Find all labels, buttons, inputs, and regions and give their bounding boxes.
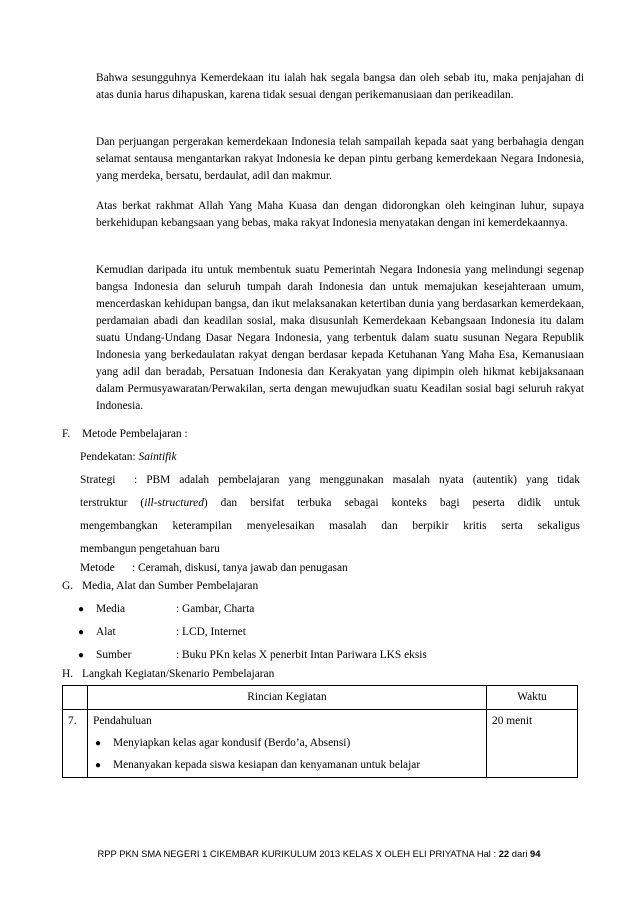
preamble-paragraph-1: Bahwa sesungguhnya Kemerdekaan itu ialah hak segala bangsa dan oleh sebab itu, maka penjajahan di atas dunia harus dihapuskan, karena tidak sesuai dengan perikemanusiaan dan perikeadilan.	[96, 72, 584, 101]
strategi-line-1	[80, 472, 580, 489]
list-item-text: Menanyakan kepada siswa kesiapan dan kenyamanan untuk belajar	[113, 759, 421, 771]
page-footer	[0, 848, 638, 859]
bullet-icon: ●	[78, 627, 85, 638]
metode-line	[80, 560, 348, 577]
row-number: 7.	[63, 710, 88, 778]
row-activities	[88, 710, 487, 778]
section-h-title: Langkah Kegiatan/Skenario Pembelajaran	[82, 668, 275, 680]
strategi-text-2b: ill-structured	[144, 497, 204, 509]
media-value: : Gambar, Charta	[176, 603, 255, 615]
bullet-icon: ●	[95, 760, 102, 771]
preamble-paragraph-4: Kemudian daripada itu untuk membentuk suatu Pemerintah Negara Indonesia yang melindungi segenap bangsa Indonesia dan seluruh tumpah darah Indonesia dan untuk memajukan kesejahteraan umum, mencerdaskan kehidupan bangsa, dan ikut melaksanakan ketertiban dunia yang berdasarkan kemerdekaan, perdamaian abadi dan keadilan sosial, maka disusunlah Kemerdekaan Kebangsaan Indonesia itu dalam suatu Undang-Undang Dasar Negara Indonesia, yang terbentuk dalam suatu susunan Negara Republik Indonesia yang berkedaulatan rakyat dengan berdasar kepada Ketuhanan Yang Maha Esa, Kemanusiaan yang adil dan beradab, Persatuan Indonesia dan Kerakyatan yang dipimpin oleh hikmat kebijaksanaan dalam Permusyawaratan/Perwakilan, serta dengan mewujudkan suatu Keadilan sosial bagi seluruh rakyat Indonesia.	[96, 264, 584, 412]
table-header-row	[63, 686, 578, 710]
strategi-line-2	[80, 495, 580, 512]
section-g-heading	[62, 578, 258, 595]
strategi-text-2c: ) dan bersifat terbuka sebagai konteks bagi peserta didik untuk	[203, 497, 580, 509]
pendekatan-label: Pendekatan:	[80, 451, 136, 463]
metode-label: Metode	[80, 562, 115, 574]
scenario-table	[62, 685, 578, 778]
row-title: Pendahuluan	[93, 715, 152, 727]
section-g-letter: G.	[62, 580, 74, 592]
footer-text: RPP PKN SMA NEGERI 1 CIKEMBAR KURIKULUM 2013 KELAS X OLEH ELI PRIYATNA Hal :	[97, 848, 497, 859]
bullet-icon: ●	[95, 738, 102, 749]
sumber-item	[78, 647, 427, 664]
row-time: 20 menit	[487, 710, 578, 778]
header-cell-time: Waktu	[487, 686, 578, 710]
pendekatan-value: Saintifik	[138, 451, 177, 463]
header-cell-number	[63, 686, 88, 710]
strategi-text-2a: terstruktur (	[80, 497, 145, 509]
strategi-line-3: mengembangkan keterampilan menyelesaikan masalah dan berpikir kritis serta sekaligus	[80, 520, 580, 532]
pendekatan-line	[80, 449, 177, 466]
metode-value: : Ceramah, diskusi, tanya jawab dan penugasan	[132, 562, 348, 574]
alat-value: : LCD, Internet	[176, 626, 246, 638]
strategi-text-1: : PBM adalah pembelajaran yang menggunakan masalah nyata (autentik) yang tidak	[134, 474, 580, 486]
footer-total-pages: 94	[530, 848, 541, 859]
section-h-letter: H.	[62, 668, 74, 680]
section-h-heading	[62, 666, 274, 683]
footer-of: dari	[511, 848, 528, 859]
sumber-value: : Buku PKn kelas X penerbit Intan Pariwara LKS eksis	[176, 649, 427, 661]
list-item-text: Menyiapkan kelas agar kondusif (Berdo’a, Absensi)	[113, 737, 351, 749]
alat-item	[78, 624, 246, 641]
preamble-paragraph-2: Dan perjuangan pergerakan kemerdekaan Indonesia telah sampailah kepada saat yang berbahagia dengan selamat sentausa mengantarkan rakyat Indonesia ke depan pintu gerbang kemerdekaan Negara Indonesia, yang merdeka, bersatu, berdaulat, adil dan makmur.	[96, 136, 584, 182]
list-item	[93, 735, 481, 752]
sumber-label: Sumber	[96, 649, 132, 661]
list-item	[93, 757, 481, 774]
strategi-label: Strategi	[80, 474, 116, 486]
bullet-icon: ●	[78, 650, 85, 661]
media-label: Media	[96, 603, 126, 615]
section-f-heading	[62, 426, 188, 443]
strategi-line-4: membangun pengetahuan baru	[80, 543, 220, 555]
section-g-title: Media, Alat dan Sumber Pembelajaran	[82, 580, 259, 592]
bullet-icon: ●	[78, 604, 85, 615]
media-item	[78, 601, 254, 618]
table-row	[63, 710, 578, 778]
section-f-letter: F.	[62, 428, 71, 440]
alat-label: Alat	[96, 626, 116, 638]
header-cell-activities: Rincian Kegiatan	[88, 686, 487, 710]
footer-page-number: 22	[498, 848, 510, 859]
section-f-title: Metode Pembelajaran :	[82, 428, 188, 440]
preamble-paragraph-3: Atas berkat rakhmat Allah Yang Maha Kuasa dan dengan didorongkan oleh keinginan luhur, supaya berkehidupan kebangsaan yang bebas, maka rakyat Indonesia menyatakan dengan ini kemerdekaannya.	[96, 200, 584, 229]
